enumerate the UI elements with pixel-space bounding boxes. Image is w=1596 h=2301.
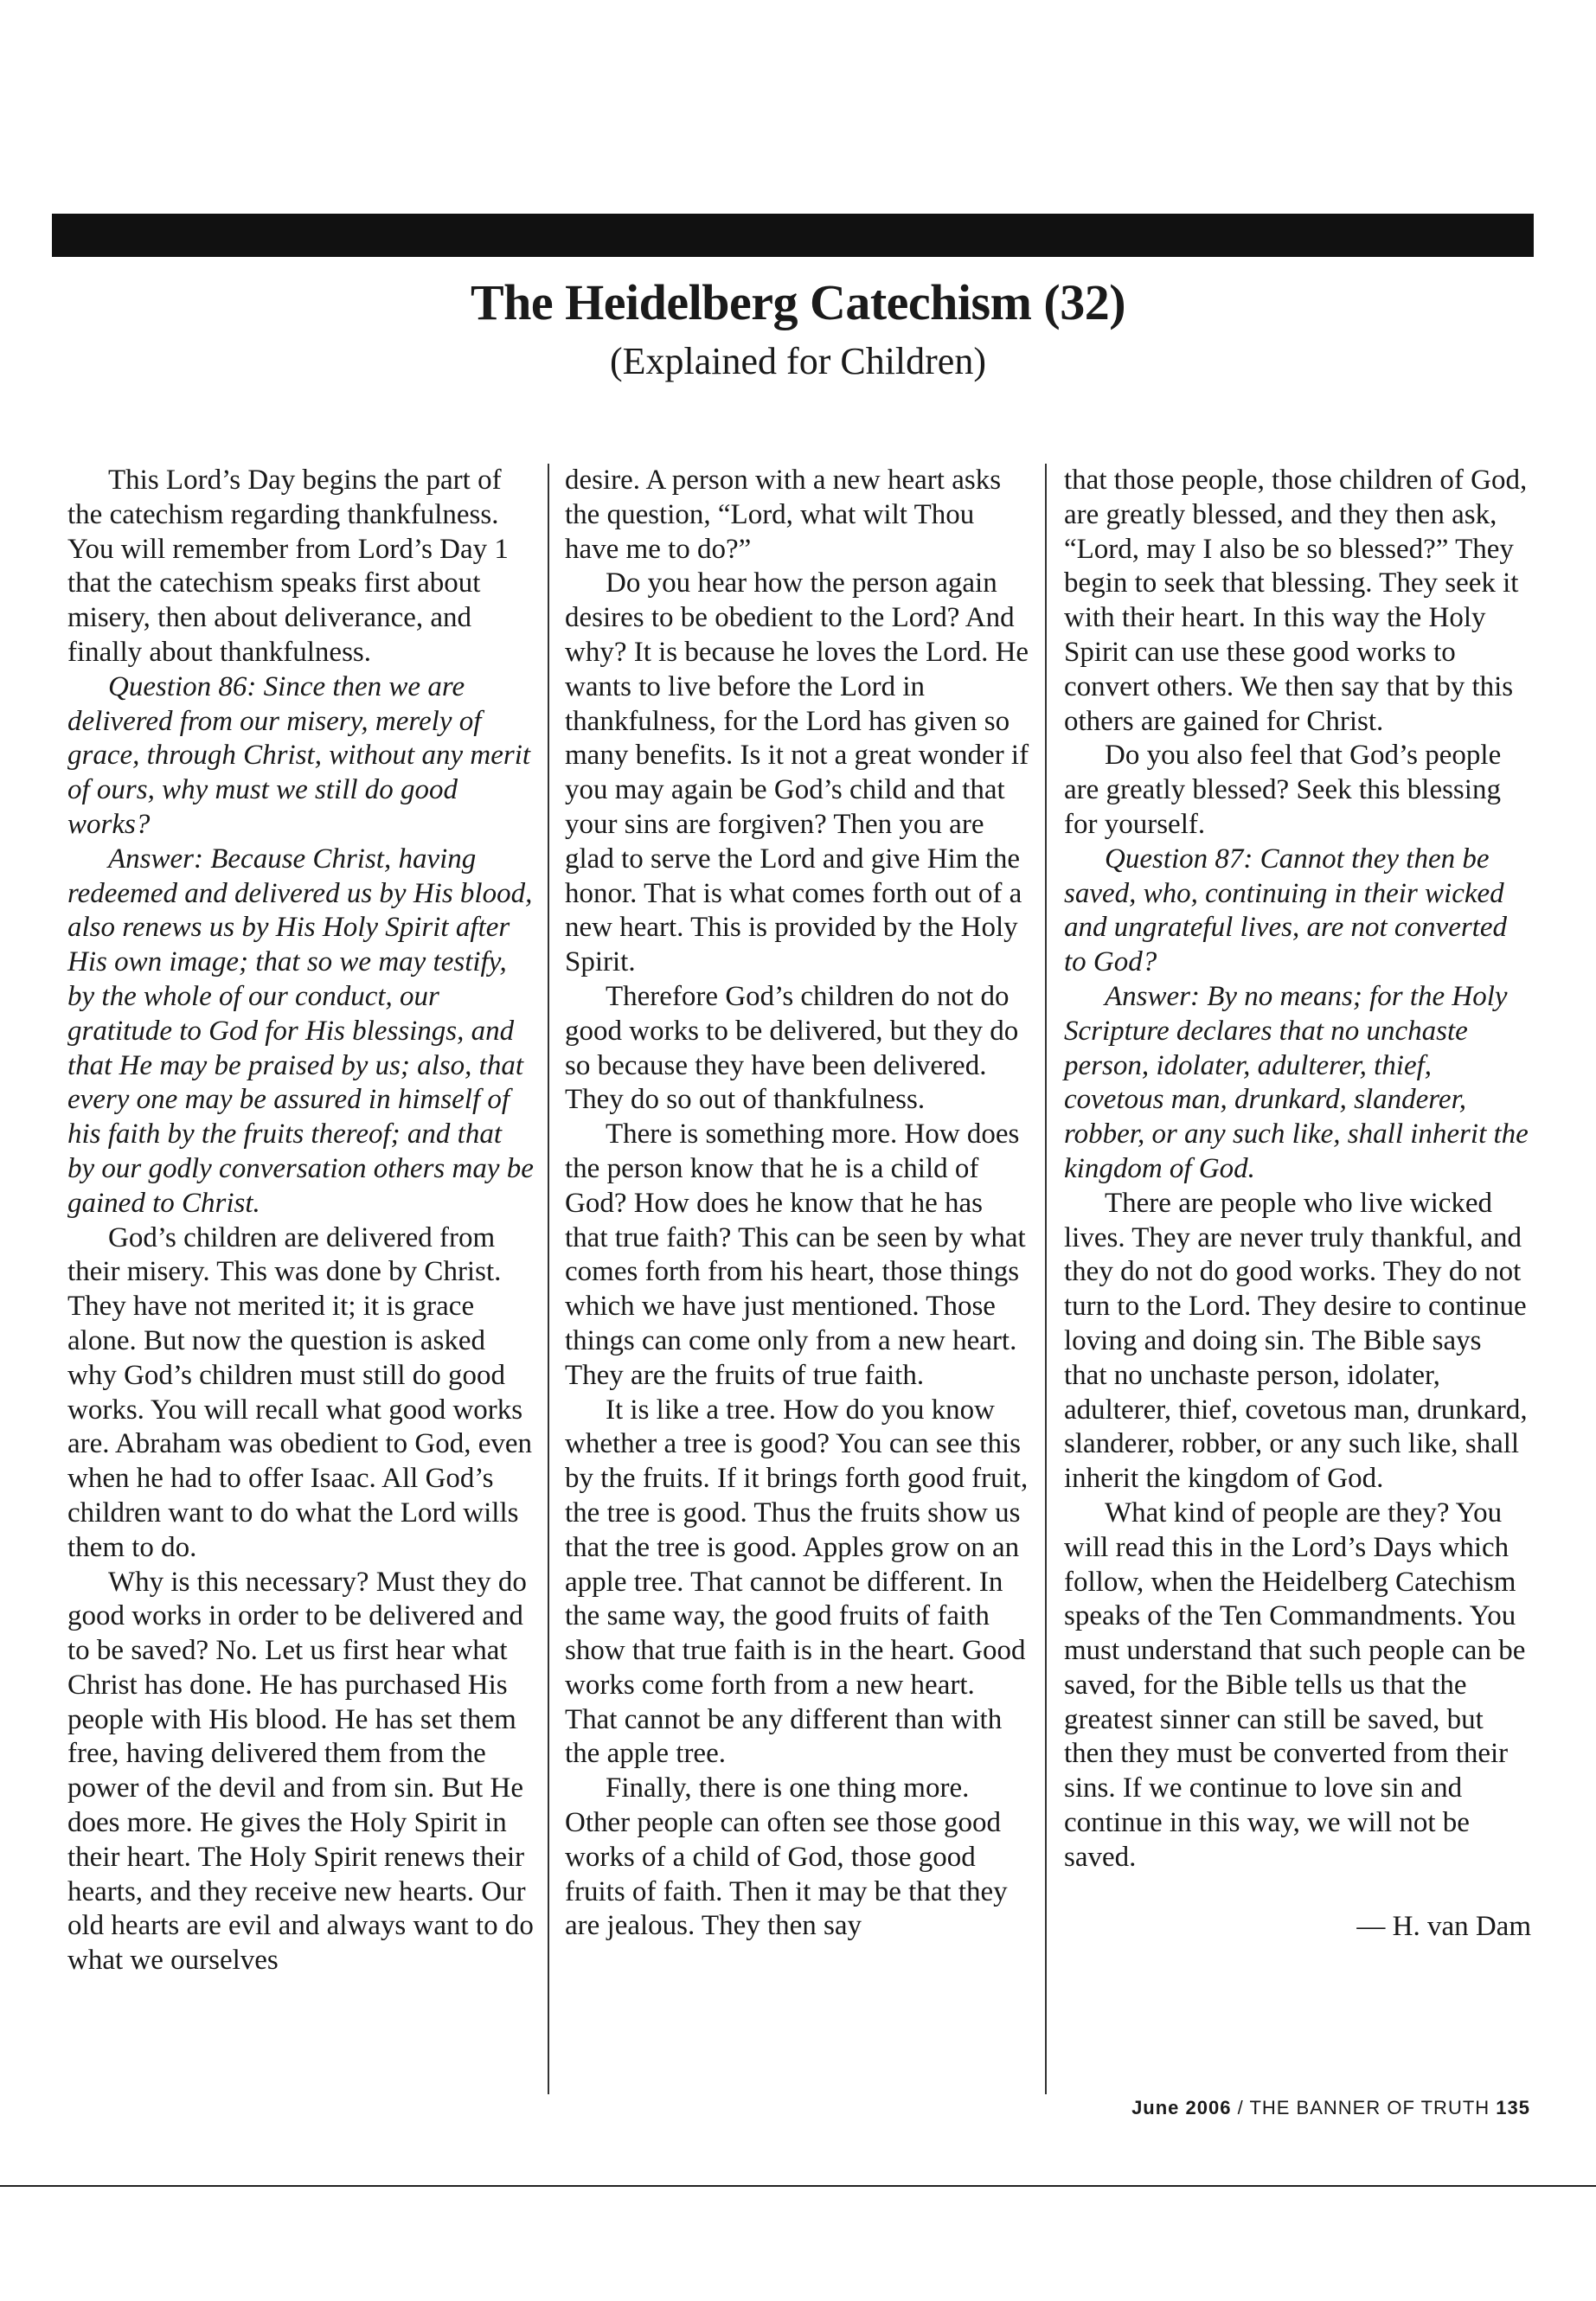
- paragraph: What kind of people are they? You will read this in the Lord’s Days which follow, when the Heidelberg Catechism speaks of the Ten Commandments. You must understand that such people can be saved, for the Bible tells us that the greatest sinner can still be saved, but then they must be converted from their sins. If we continue to love sin and continue in this way, we will not be saved.: [1064, 1497, 1526, 1873]
- paragraph: desire. A person with a new heart asks the question, “Lord, what wilt Thou have me to do?”: [565, 465, 1002, 565]
- footer-page-number: 135: [1496, 2097, 1530, 2118]
- column-divider-2: [1045, 464, 1047, 2094]
- title-block: [0, 275, 1596, 382]
- paragraph: Finally, there is one thing more. Other people can often see those good works of a child of God, those good fruits of faith. Then it may be that they are jealous. They then say: [565, 1772, 1008, 1942]
- text-column-2: [565, 464, 1032, 2094]
- footer-publication: THE BANNER OF TRUTH: [1249, 2097, 1490, 2118]
- paragraph: God’s children are delivered from their misery. This was done by Christ. They have not merited it; it is grace alone. But now the question is asked why God’s children must still do good works. You will recall what good works are. Abraham was obedient to God, even when he had to offer Isaac. All God’s children want to do what the Lord wills them to do.: [67, 1221, 532, 1563]
- paragraph: Therefore God’s children do not do good works to be delivered, but they do so because they have been delivered. They do so out of thankfulness.: [565, 980, 1019, 1116]
- paragraph: It is like a tree. How do you know whether a tree is good? You can see this by the fruits. If it brings forth good fruit, the tree is good. Thus the fruits show us that the tree is good. Apples grow on an apple tree. That cannot be different. In the same way, the good fruits of faith show that true faith is in the heart. Good works come forth from a new heart. That cannot be any different than with the apple tree.: [565, 1394, 1029, 1770]
- text-column-1: [67, 464, 535, 2094]
- paragraph: Do you also feel that God’s people are greatly blessed? Seek this blessing for yourself.: [1064, 740, 1502, 840]
- article-title: The Heidelberg Catechism (32): [470, 274, 1126, 330]
- paragraph: Answer: By no means; for the Holy Scripture declares that no unchaste person, idolater, adulterer, thief, covetous man, drunkard, slanderer, robber, or any such like, shall inherit the kingdom of God.: [1064, 980, 1529, 1184]
- column-divider-1: [548, 464, 549, 2094]
- paragraph: Question 86: Since then we are delivered from our misery, merely of grace, through Christ, without any merit of ours, why must we still do good works?: [67, 670, 531, 840]
- paragraph: There are people who live wicked lives. They are never truly thankful, and they do not do good works. They do not turn to the Lord. They desire to continue loving and doing sin. The Bible says that no unchaste person, idolater, adulterer, thief, covetous man, drunkard, slanderer, robber, or any such like, shall inherit the kingdom of God.: [1064, 1187, 1528, 1495]
- paragraph: Do you hear how the person again desires to be obedient to the Lord? And why? It is because he loves the Lord. He wants to live before the Lord in thankfulness, for the Lord has given so many benefits. Is it not a great wonder if you may again be God’s child and that your sins are forgiven? Then you are glad to serve the Lord and give Him the honor. That is what comes forth out of a new heart. This is provided by the Holy Spirit.: [565, 567, 1029, 978]
- text-column-3: [1064, 464, 1531, 2094]
- paragraph: Why is this necessary? Must they do good works in order to be delivered and to be saved? No. Let us first hear what Christ has done. He has purchased His people with His blood. He has set them free, having delivered them from the power of the devil and from sin. But He does more. He gives the Holy Spirit in their heart. The Holy Spirit renews their hearts, and they receive new hearts. Our old hearts are evil and always want to do what we ourselves: [67, 1566, 534, 1977]
- page-footer: [1131, 2097, 1530, 2119]
- paragraph: Question 87: Cannot they then be saved, who, continuing in their wicked and ungrateful lives, are not converted to God?: [1064, 843, 1507, 978]
- footer-separator: /: [1237, 2097, 1244, 2118]
- header-bar: [52, 214, 1534, 257]
- paragraph: that those people, those children of God, are greatly blessed, and they then ask, “Lord, may I also be so blessed?” They begin to seek that blessing. They seek it with their heart. In this way the Holy Spirit can use these good works to convert others. We then say that by this others are gained for Christ.: [1064, 465, 1528, 737]
- paragraph: There is something more. How does the person know that he is a child of God? How does he know that he has that true faith? This can be seen by what comes forth from his heart, those things which we have just mentioned. Those things can come only from a new heart. They are the fruits of true faith.: [565, 1118, 1026, 1391]
- article-subtitle: (Explained for Children): [610, 339, 986, 382]
- author-signature: — H. van Dam: [1356, 1910, 1531, 1942]
- footer-date: June 2006: [1131, 2097, 1232, 2118]
- paragraph: This Lord’s Day begins the part of the catechism regarding thankfulness. You will remember from Lord’s Day 1 that the catechism speaks first about misery, then about deliverance, and finally about thankfulness.: [67, 465, 509, 668]
- bottom-rule: [0, 2185, 1596, 2187]
- paragraph: Answer: Because Christ, having redeemed and delivered us by His blood, also renews us by His Holy Spirit after His own image; that so we may testify, by the whole of our conduct, our gratitude to God for His blessings, and that He may be praised by us; also, that every one may be assured in himself of his faith by the fruits thereof; and that by our godly conversation others may be gained to Christ.: [67, 843, 534, 1219]
